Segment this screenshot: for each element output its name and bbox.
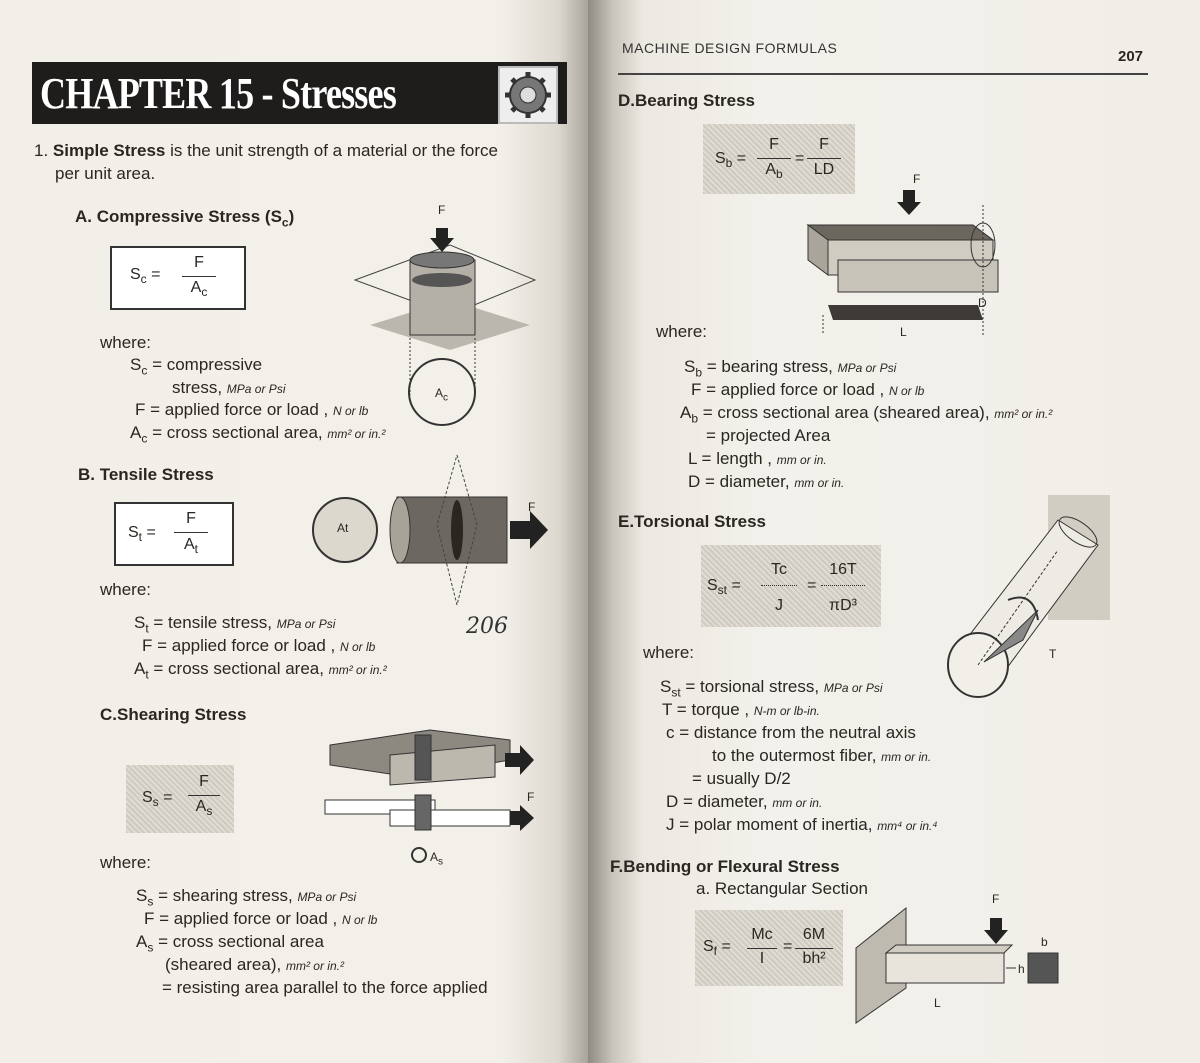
def-text: = torque , bbox=[672, 700, 754, 719]
shearing-def-0 bbox=[136, 886, 356, 908]
shearing-def-4: = resisting area parallel to the force applied bbox=[162, 978, 488, 997]
torsional-def-0 bbox=[660, 677, 883, 699]
running-header: MACHINE DESIGN FORMULAS bbox=[622, 40, 838, 56]
torsional-lhs-sub: st bbox=[717, 583, 728, 598]
bending-f1-den: I bbox=[759, 950, 765, 967]
def-sym: A bbox=[680, 403, 692, 422]
torsional-f2-num: 16T bbox=[829, 561, 857, 578]
compressive-formula-box bbox=[110, 246, 246, 310]
bearing-fig-length-label: L bbox=[900, 325, 907, 339]
gear-icon bbox=[498, 66, 558, 124]
def-sym: F bbox=[142, 636, 153, 655]
bearing-f2-bar bbox=[807, 158, 841, 159]
shearing-formula-lhs: $S_s$ = bbox=[142, 789, 173, 810]
torsional-figure bbox=[948, 490, 1118, 705]
shearing-heading: C.Shearing Stress bbox=[100, 705, 247, 724]
intro-number: 1. bbox=[34, 141, 49, 160]
compressive-fraction-bar bbox=[182, 276, 216, 277]
compressive-lhs: S bbox=[130, 266, 141, 283]
tensile-lhs-sub: t bbox=[138, 530, 143, 545]
torsional-f2-den: πD³ bbox=[829, 597, 857, 614]
def-sym: F bbox=[135, 400, 146, 419]
intro-line-2: per unit area. bbox=[55, 164, 156, 183]
def-unit: mm² or in.² bbox=[328, 663, 387, 677]
def-text: = bearing stress, bbox=[702, 357, 838, 376]
def-sym: J bbox=[666, 815, 675, 834]
bearing-f1-bar bbox=[757, 158, 791, 159]
torsional-formula-box bbox=[701, 545, 881, 627]
torsional-def-4: = usually D/2 bbox=[692, 769, 791, 788]
def-sym: L bbox=[688, 449, 697, 468]
tensile-def-0 bbox=[134, 613, 335, 635]
bending-fig-length-label: L bbox=[934, 996, 941, 1010]
def-unit: MPa or Psi bbox=[837, 361, 897, 375]
torsional-def-6 bbox=[666, 815, 938, 835]
def-sub: t bbox=[145, 621, 149, 636]
bearing-f1-den-text: A bbox=[765, 161, 776, 178]
def-text: (sheared area), bbox=[165, 955, 286, 974]
tensile-lhs: S bbox=[128, 524, 139, 541]
def-sym: S bbox=[130, 355, 142, 374]
intro-term: Simple Stress bbox=[52, 141, 166, 160]
def-unit: N or lb bbox=[339, 640, 376, 654]
shearing-figure bbox=[320, 715, 550, 868]
def-unit: MPa or Psi bbox=[297, 890, 357, 904]
compressive-def-1 bbox=[172, 378, 285, 398]
fig-area-text: A bbox=[430, 850, 439, 864]
def-sym: T bbox=[662, 700, 673, 719]
def-text: = diameter, bbox=[678, 792, 773, 811]
left-page bbox=[0, 0, 588, 1063]
bearing-def-0 bbox=[684, 357, 896, 379]
tensile-formula-box bbox=[114, 502, 234, 566]
compressive-den-sub: c bbox=[201, 285, 208, 300]
def-sym: S bbox=[684, 357, 696, 376]
def-sub: s bbox=[147, 940, 154, 955]
def-sym: A bbox=[136, 932, 148, 951]
torsional-def-5 bbox=[666, 792, 822, 812]
def-unit: mm² or in.² bbox=[994, 407, 1053, 421]
bearing-figure bbox=[803, 185, 1003, 345]
def-text: = cross sectional area, bbox=[148, 659, 329, 678]
bearing-heading: D.Bearing Stress bbox=[618, 91, 755, 110]
bending-subheading: a. Rectangular Section bbox=[696, 879, 868, 898]
bearing-f2-num: F bbox=[819, 136, 829, 153]
compressive-den bbox=[184, 279, 214, 299]
shearing-where: where: bbox=[100, 853, 152, 872]
def-unit: mm⁴ or in.⁴ bbox=[877, 819, 938, 833]
def-sub: b bbox=[691, 411, 699, 426]
def-sym: F bbox=[144, 909, 155, 928]
bearing-fig-diameter-label: D bbox=[978, 296, 987, 310]
tensile-fraction-bar bbox=[174, 532, 208, 533]
shearing-den-text: A bbox=[195, 798, 207, 815]
def-unit: mm² or in.² bbox=[285, 959, 344, 973]
def-sub: s bbox=[147, 894, 154, 909]
def-sym: D bbox=[666, 792, 679, 811]
tensile-fig-force-label: F bbox=[528, 500, 536, 514]
def-text: = cross sectional area (sheared area), bbox=[698, 403, 995, 422]
bending-f2-bar bbox=[795, 948, 833, 949]
bending-lhs-sub: f bbox=[713, 944, 718, 959]
torsional-f1-num: Tc bbox=[771, 561, 787, 578]
shearing-den bbox=[190, 798, 218, 818]
tensile-den-text: A bbox=[183, 536, 195, 553]
def-sym: S bbox=[660, 677, 672, 696]
bending-fig-force-label: F bbox=[992, 892, 1000, 906]
def-text: = applied force or load , bbox=[145, 400, 333, 419]
compressive-where: where: bbox=[100, 333, 152, 352]
def-text: = polar moment of inertia, bbox=[674, 815, 878, 834]
compressive-def-3 bbox=[130, 423, 385, 445]
bearing-f1-num: F bbox=[769, 136, 779, 153]
intro-line-1 bbox=[34, 141, 498, 161]
def-text: = compressive bbox=[147, 355, 263, 374]
bearing-lhs-sub: b bbox=[725, 156, 733, 171]
def-text: = length , bbox=[696, 449, 777, 468]
torsional-f1-den: J bbox=[775, 597, 783, 614]
def-sub: t bbox=[145, 667, 149, 682]
handwritten-note: 206 bbox=[466, 614, 508, 639]
def-sym: F bbox=[691, 380, 702, 399]
tensile-den-sub: t bbox=[194, 542, 198, 557]
bearing-formula-lhs: $S_b$ = bbox=[715, 150, 747, 171]
tensile-formula-lhs: $S_t$ = bbox=[128, 524, 156, 545]
bearing-f1-den-sub: b bbox=[775, 167, 783, 182]
torsional-eq: = bbox=[807, 577, 817, 594]
torsional-heading: E.Torsional Stress bbox=[618, 512, 767, 531]
def-sym: D bbox=[688, 472, 701, 491]
bearing-def-3: = projected Area bbox=[706, 426, 831, 445]
def-unit: MPa or Psi bbox=[276, 617, 336, 631]
def-unit: N or lb bbox=[341, 913, 378, 927]
shearing-def-1 bbox=[144, 909, 377, 929]
bending-formula-box bbox=[695, 910, 843, 986]
torsional-fig-torque-label: T bbox=[1049, 647, 1057, 661]
def-unit: N or lb bbox=[332, 404, 369, 418]
compressive-fig-force-label: F bbox=[438, 203, 446, 217]
def-sym: S bbox=[134, 613, 146, 632]
shearing-lhs: S bbox=[142, 789, 153, 806]
bending-f1-num: Mc bbox=[751, 926, 773, 943]
def-sub: st bbox=[671, 685, 681, 700]
torsional-f2-bar bbox=[821, 585, 865, 587]
def-unit: MPa or Psi bbox=[226, 382, 286, 396]
def-sym: c bbox=[666, 723, 675, 742]
def-unit: N-m or lb-in. bbox=[753, 704, 820, 718]
compressive-num: F bbox=[194, 254, 204, 271]
compressive-formula-lhs: $S_c$ = bbox=[130, 266, 161, 287]
fig-area-text: A bbox=[435, 386, 444, 400]
tensile-def-1 bbox=[142, 636, 375, 656]
def-unit: mm² or in.² bbox=[327, 427, 386, 441]
bearing-eq: = bbox=[795, 150, 805, 167]
bending-fig-height-label: h bbox=[1018, 962, 1025, 976]
def-unit: mm or in. bbox=[776, 453, 827, 467]
tensile-den bbox=[176, 536, 206, 556]
torsional-def-1 bbox=[662, 700, 820, 720]
shearing-fig-force-label: F bbox=[527, 790, 535, 804]
def-sym: A bbox=[134, 659, 146, 678]
def-sym: S bbox=[136, 886, 148, 905]
def-unit: mm or in. bbox=[881, 750, 932, 764]
bearing-formula-box bbox=[703, 124, 855, 194]
def-unit: N or lb bbox=[888, 384, 925, 398]
compressive-def-2 bbox=[135, 400, 368, 420]
shearing-fig-area-label bbox=[430, 850, 443, 867]
bearing-def-2 bbox=[680, 403, 1052, 425]
def-text: = cross sectional area, bbox=[147, 423, 328, 442]
def-unit: mm or in. bbox=[772, 796, 823, 810]
bending-f2-num: 6M bbox=[802, 926, 826, 943]
bending-lhs: S bbox=[703, 938, 714, 955]
def-text: = torsional stress, bbox=[680, 677, 824, 696]
def-sym: A bbox=[130, 423, 142, 442]
bearing-f2-den: LD bbox=[813, 161, 835, 178]
bending-heading: F.Bending or Flexural Stress bbox=[610, 857, 840, 876]
right-page bbox=[588, 0, 1200, 1063]
def-sub: c bbox=[141, 363, 148, 378]
compressive-figure bbox=[350, 200, 540, 440]
header-rule bbox=[618, 73, 1148, 75]
bearing-f1-den bbox=[759, 161, 789, 181]
compressive-den-text: A bbox=[190, 279, 202, 296]
shearing-fraction-bar bbox=[188, 795, 220, 796]
intro-text: is the unit strength of a material or the force bbox=[165, 141, 498, 160]
shearing-den-sub: s bbox=[206, 804, 213, 819]
shearing-num: F bbox=[199, 773, 209, 790]
compressive-lhs-sub: c bbox=[140, 272, 147, 287]
tensile-def-2 bbox=[134, 659, 387, 681]
torsional-lhs: S bbox=[707, 577, 718, 594]
bending-f2-den: bh² bbox=[802, 950, 826, 967]
torsional-f1-bar bbox=[761, 585, 797, 587]
def-sub: c bbox=[141, 431, 148, 446]
shearing-lhs-sub: s bbox=[152, 795, 159, 810]
def-unit: MPa or Psi bbox=[823, 681, 883, 695]
torsional-def-2 bbox=[666, 723, 916, 743]
tensile-fig-area-label: At bbox=[337, 521, 349, 535]
def-text: to the outermost fiber, bbox=[712, 746, 882, 765]
torsional-def-3 bbox=[712, 746, 931, 766]
compressive-heading-sub: c bbox=[281, 215, 289, 230]
def-unit: mm or in. bbox=[794, 476, 845, 490]
compressive-def-0 bbox=[130, 355, 262, 377]
compressive-fig-area-label bbox=[435, 386, 448, 403]
shearing-def-2 bbox=[136, 932, 324, 954]
def-text: = applied force or load , bbox=[152, 636, 340, 655]
def-text: = cross sectional area bbox=[153, 932, 324, 951]
def-text: = distance from the neutral axis bbox=[674, 723, 916, 742]
def-text: = tensile stress, bbox=[148, 613, 277, 632]
bending-eq: = bbox=[783, 938, 793, 955]
bearing-def-1 bbox=[691, 380, 924, 400]
def-text: stress, bbox=[172, 378, 227, 397]
compressive-heading bbox=[75, 207, 294, 229]
def-text: = applied force or load , bbox=[701, 380, 889, 399]
fig-area-sub: s bbox=[438, 856, 444, 868]
def-text: = applied force or load , bbox=[154, 909, 342, 928]
bearing-def-5 bbox=[688, 472, 844, 492]
bearing-where: where: bbox=[656, 322, 708, 341]
page-number: 207 bbox=[1118, 48, 1144, 65]
bearing-def-4 bbox=[688, 449, 827, 469]
fig-area-sub: c bbox=[443, 392, 449, 404]
bending-fig-width-label: b bbox=[1041, 935, 1048, 949]
bending-figure bbox=[856, 908, 1071, 1023]
def-sub: b bbox=[695, 365, 703, 380]
tensile-where: where: bbox=[100, 580, 152, 599]
compressive-heading-text: A. Compressive Stress (S bbox=[75, 207, 282, 226]
bearing-lhs: S bbox=[715, 150, 726, 167]
chapter-title: CHAPTER 15 - Stresses bbox=[40, 69, 396, 118]
torsional-formula-lhs: $S_{st}$ = bbox=[707, 577, 741, 598]
tensile-heading: B. Tensile Stress bbox=[78, 465, 214, 484]
shearing-def-3 bbox=[165, 955, 344, 975]
compressive-heading-end: ) bbox=[288, 207, 295, 226]
torsional-where: where: bbox=[643, 643, 695, 662]
def-text: = diameter, bbox=[700, 472, 795, 491]
bending-f1-bar bbox=[747, 948, 777, 949]
tensile-num: F bbox=[186, 510, 196, 527]
bending-formula-lhs: $S_f$ = bbox=[703, 938, 731, 959]
bearing-fig-force-label: F bbox=[913, 172, 921, 186]
def-text: = shearing stress, bbox=[153, 886, 298, 905]
shearing-formula-box bbox=[126, 765, 234, 833]
